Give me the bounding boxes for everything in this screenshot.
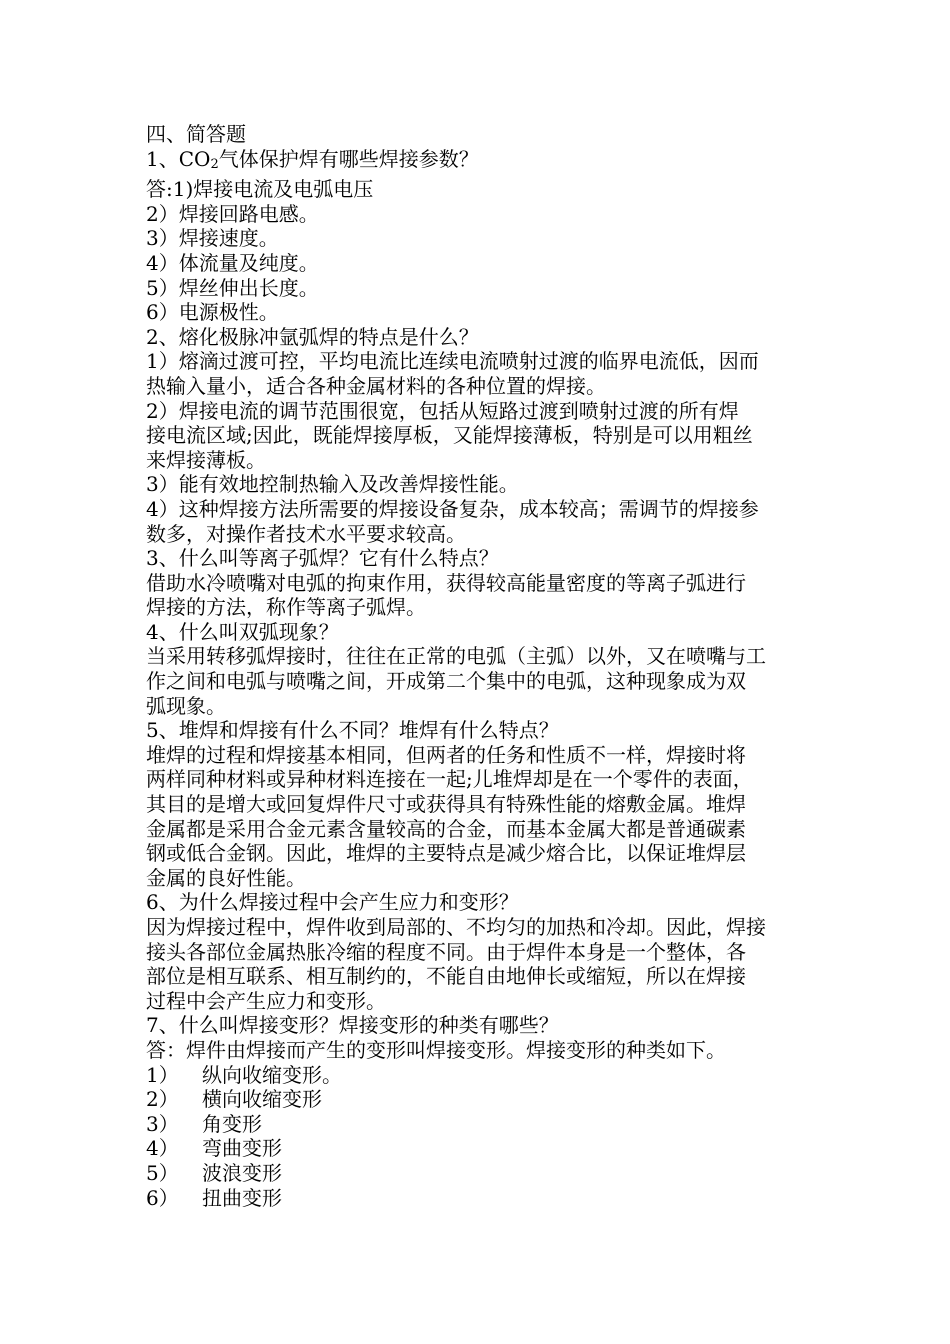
list-item <box>146 1063 822 1088</box>
answer-line: 过程中会产生应力和变形。 <box>146 988 386 1013</box>
answer-line: 3）能有效地控制热输入及改善焊接性能。 <box>146 472 519 497</box>
answer-line: 焊接的方法，称作等离子弧焊。 <box>146 595 426 620</box>
list-item <box>146 1087 822 1112</box>
question-5-title: 5、堆焊和焊接有什么不同？堆焊有什么特点？ <box>146 718 559 743</box>
list-item-text: 横向收缩变形 <box>202 1087 322 1112</box>
answer-line: 堆焊的过程和焊接基本相同，但两者的任务和性质不一样，焊接时将 <box>146 742 746 767</box>
answer-line: 接头各部位金属热胀冷缩的程度不同。由于焊件本身是一个整体，各 <box>146 939 746 964</box>
answer-line: 3）焊接速度。 <box>146 226 279 251</box>
answer-line: 借助水冷喷嘴对电弧的拘束作用，获得较高能量密度的等离子弧进行 <box>146 570 746 595</box>
answer-line: 当采用转移弧焊接时，往往在正常的电弧（主弧）以外，又在喷嘴与工 <box>146 644 766 669</box>
question-1-title <box>146 147 822 178</box>
answer-line: 数多，对操作者技术水平要求较高。 <box>146 521 466 546</box>
list-item-number: 1） <box>146 1062 179 1087</box>
list-item <box>146 1112 822 1137</box>
answer-line: 5）焊丝伸出长度。 <box>146 275 319 300</box>
list-item-text: 弯曲变形 <box>202 1136 282 1161</box>
answer-line: 两样同种材料或异种材料连接在一起;儿堆焊却是在一个零件的表面， <box>146 767 753 792</box>
answer-line: 4）体流量及纯度。 <box>146 250 319 275</box>
answer-line: 答:1)焊接电流及电弧电压 <box>146 177 374 202</box>
question-1-title-subscript: 2 <box>210 156 219 172</box>
answer-line: 因为焊接过程中，焊件收到局部的、不均匀的加热和冷却。因此，焊接 <box>146 915 766 939</box>
list-item-text: 角变形 <box>202 1111 262 1136</box>
answer-line: 钢或低合金钢。因此，堆焊的主要特点是减少熔合比，以保证堆焊层 <box>146 841 746 866</box>
answer-line: 6）电源极性。 <box>146 300 279 325</box>
list-item <box>146 1136 822 1161</box>
answer-line: 金属都是采用合金元素含量较高的合金，而基本金属大都是普通碳素 <box>146 816 746 841</box>
answer-line: 金属的良好性能。 <box>146 865 306 890</box>
answer-line: 接电流区域;因此，既能焊接厚板，又能焊接薄板，特别是可以用粗丝 <box>146 423 753 448</box>
answer-line: 2）焊接回路电感。 <box>146 201 319 226</box>
question-2-title: 2、熔化极脉冲氩弧焊的特点是什么？ <box>146 324 479 349</box>
answer-line: 来焊接薄板。 <box>146 447 266 472</box>
list-item-text: 纵向收缩变形。 <box>202 1062 342 1087</box>
answer-line: 作之间和电弧与喷嘴之间，开成第二个集中的电弧，这种现象成为双 <box>146 669 746 694</box>
answer-line: 4）这种焊接方法所需要的焊接设备复杂，成本较高；需调节的焊接参 <box>146 496 759 521</box>
question-1-title-prefix: 1、CO <box>146 146 211 171</box>
question-4-title: 4、什么叫双弧现象？ <box>146 619 339 644</box>
question-1-title-suffix: 气体保护焊有哪些焊接参数？ <box>218 146 479 171</box>
document-body <box>146 122 822 1210</box>
answer-line: 部位是相互联系、相互制约的，不能自由地伸长或缩短，所以在焊接 <box>146 964 746 989</box>
answer-line: 1）熔滴过渡可控，平均电流比连续电流喷射过渡的临界电流低，因而 <box>146 349 759 374</box>
list-item-text: 波浪变形 <box>202 1160 282 1185</box>
list-item-number: 2） <box>146 1087 179 1112</box>
answer-line: 热输入量小，适合各种金属材料的各种位置的焊接。 <box>146 373 606 398</box>
question-3-title: 3、什么叫等离子弧焊？它有什么特点？ <box>146 546 499 571</box>
list-item <box>146 1161 822 1186</box>
answer-line: 其目的是增大或回复焊件尺寸或获得具有特殊性能的熔敷金属。堆焊 <box>146 792 746 817</box>
list-item-number: 4） <box>146 1136 179 1161</box>
answer-line: 弧现象。 <box>146 693 226 718</box>
list-item <box>146 1186 822 1211</box>
question-7-title: 7、什么叫焊接变形？焊接变形的种类有哪些？ <box>146 1013 559 1038</box>
list-item-number: 6） <box>146 1185 179 1210</box>
list-item-number: 5） <box>146 1160 179 1185</box>
answer-intro: 答：焊件由焊接而产生的变形叫焊接变形。焊接变形的种类如下。 <box>146 1037 726 1062</box>
list-item-text: 扭曲变形 <box>202 1185 282 1210</box>
question-6-title: 6、为什么焊接过程中会产生应力和变形？ <box>146 890 519 915</box>
answer-line: 2）焊接电流的调节范围很宽，包括从短路过渡到喷射过渡的所有焊 <box>146 398 739 423</box>
section-heading: 四、简答题 <box>146 122 246 146</box>
list-item-number: 3） <box>146 1111 179 1136</box>
